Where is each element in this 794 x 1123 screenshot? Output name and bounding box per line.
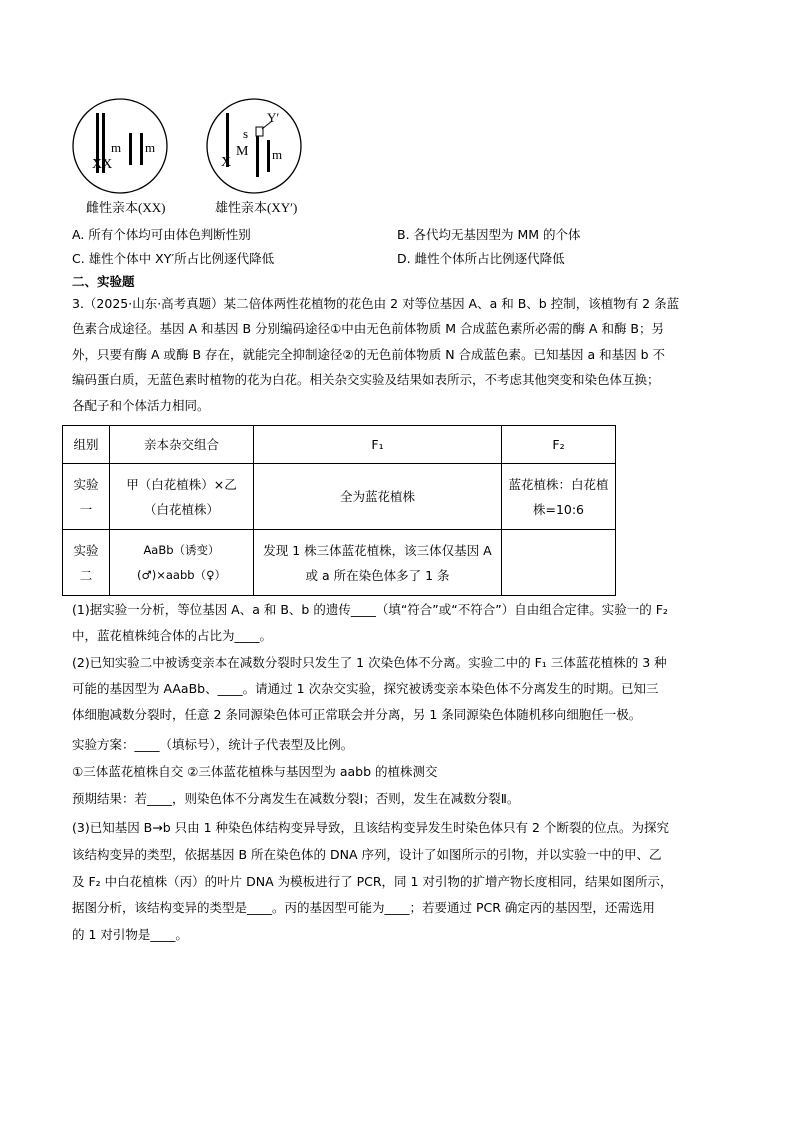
subq-line-11: 及 F₂ 中白花植株（丙）的叶片 DNA 为模板进行了 PCR，同 1 对引物的扩增产物长度相同，结果如图所示， [72,874,673,889]
cell-f1: 发现 1 株三体蓝花植株，该三体仅基因 A 或 a 所在染色体多了 1 条 [254,530,502,596]
subq-line-6: 实验方案：____（填标号），统计子代表型及比例。 [72,737,354,752]
section-heading: 二、实验题 [72,274,135,289]
subq-line-1: (1)据实验一分析，等位基因 A、a 和 B、b 的遗传____（填“符合”或“不符合”）自由组合定律。实验一的 F₂ [72,602,668,617]
s-gene-box [256,127,263,136]
label-y-prime: Y′ [267,110,280,125]
label-s: s [243,126,249,141]
question-line-3: 外，只要有酶 A 或酶 B 存在，就能完全抑制途径②的无色前体物质 N 合成蓝色素。已知基因 a 和基因 b 不 [72,347,666,362]
header-f1: F₁ [254,426,502,464]
question-line-2: 色素合成途径。基因 A 和基因 B 分别编码途径①中由无色前体物质 M 合成蓝色素所必需的酶 A 和酶 B；另 [72,321,665,336]
option-d: D. 雌性个体所占比例逐代降低 [397,251,565,266]
subq-line-9: (3)已知基因 B→b 只由 1 种染色体结构变异导致，且该结构变异发生时染色体只有 2 个断裂的位点。为探究 [72,820,669,835]
subq-line-4: 可能的基因型为 AAaBb、____。请通过 1 次杂交实验，探究被诱变亲本染色体不分离发生的时期。已知三 [72,681,659,696]
female-caption: 雌性亲本(XX) [86,200,166,215]
subq-line-12: 据图分析，该结构变异的类型是____。丙的基因型可能为____；若要通过 PCR 确定丙的基因型，还需选用 [72,900,655,915]
cell-f1: 全为蓝花植株 [254,464,502,530]
cell-f2 [502,530,616,596]
male-cell-circle [207,99,301,193]
label-M: M [236,144,249,159]
question-line-4: 编码蛋白质，无蓝色素时植物的花为白花。相关杂交实验及结果如表所示，不考虑其他突变和染色体互换； [72,372,660,387]
option-c: C. 雄性个体中 XY′所占比例逐代降低 [72,251,275,266]
header-f2: F₂ [502,426,616,464]
subq-line-2: 中，蓝花植株纯合体的占比为____。 [72,628,273,643]
cell-cross: 甲（白花植株）×乙（白花植株） [110,464,254,530]
question-line-1: 3.（2025·山东·高考真题）某二倍体两性花植物的花色由 2 对等位基因 A、a 和 B、b 控制，该植物有 2 条蓝 [72,296,680,311]
chrom-label-xx: XX [92,157,113,172]
gene-label-m1: m [111,140,122,155]
subq-line-7: ①三体蓝花植株自交 ②三体蓝花植株与基因型为 aabb 的植株测交 [72,764,438,779]
subq-line-8: 预期结果：若____，则染色体不分离发生在减数分裂Ⅰ；否则，发生在减数分裂Ⅱ。 [72,791,520,806]
label-x: X [221,155,232,170]
option-a: A. 所有个体均可由体色判断性别 [72,227,251,242]
subq-line-5: 体细胞减数分裂时，任意 2 条同源染色体可正常联会并分离，另 1 条同源染色体随机移向细胞任一极。 [72,707,642,722]
chromosome-a2 [140,133,143,165]
cell-group: 实验二 [63,530,110,596]
male-caption: 雄性亲本(XY′) [215,200,298,215]
option-b: B. 各代均无基因型为 MM 的个体 [397,227,581,242]
header-group: 组别 [63,426,110,464]
gene-label-m2: m [145,140,156,155]
cell-group: 实验一 [63,464,110,530]
table-row [63,464,616,530]
experiment-table [62,425,616,596]
chromosome-a1 [129,133,132,165]
cell-diagrams [70,95,320,197]
table-row [63,530,616,596]
subq-line-10: 该结构变异的类型，依据基因 B 所在染色体的 DNA 序列，设计了如图所示的引物，并以实验一中的甲、乙 [72,847,662,862]
cell-cross: AaBb（诱变）(♂)×aabb（♀） [110,530,254,596]
label-m: m [272,147,283,162]
header-cross: 亲本杂交组合 [110,426,254,464]
subq-line-13: 的 1 对引物是____。 [72,927,188,942]
question-line-5: 各配子和个体活力相同。 [72,398,210,413]
chromosome-y-prime [256,133,259,177]
cell-f2: 蓝花植株：白花植株=10:6 [502,464,616,530]
chromosome-autosome [267,140,270,172]
subq-line-3: (2)已知实验二中被诱变亲本在减数分裂时只发生了 1 次染色体不分离。实验二中的 F₁ 三体蓝花植株的 3 种 [72,655,667,670]
